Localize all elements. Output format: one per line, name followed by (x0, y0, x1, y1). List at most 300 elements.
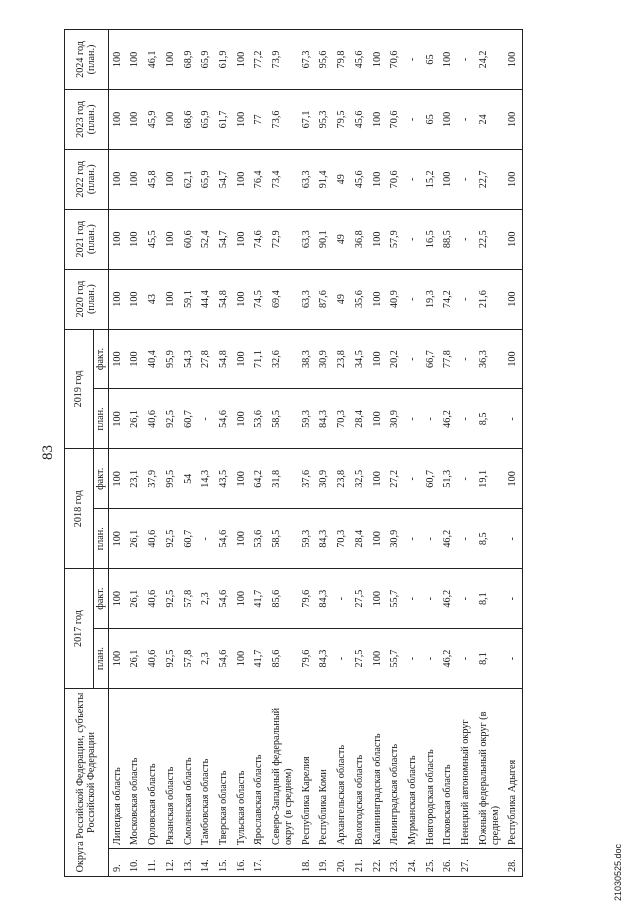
value-cell: 85,6 (268, 629, 297, 689)
value-cell: 61,7 (215, 89, 233, 149)
value-cell: - (404, 269, 422, 329)
value-cell: 20,2 (386, 329, 404, 389)
table-row (351, 30, 369, 877)
value-cell: 54,6 (215, 629, 233, 689)
value-cell: - (422, 569, 440, 629)
value-cell: - (404, 329, 422, 389)
value-cell: - (404, 209, 422, 269)
region-name: Смоленская область (180, 689, 198, 849)
region-name: Липецкая область (108, 689, 126, 849)
value-cell: 100 (439, 30, 457, 90)
value-cell: - (457, 30, 475, 90)
row-number: 16. (233, 849, 251, 877)
value-cell: 60,7 (422, 449, 440, 509)
value-cell: 41,7 (250, 569, 268, 629)
value-cell: 49 (333, 149, 351, 209)
value-cell: - (457, 509, 475, 569)
value-cell: 46,1 (144, 30, 162, 90)
value-cell: 65,9 (197, 30, 215, 90)
value-cell: 100 (504, 269, 522, 329)
value-cell: 65 (422, 89, 440, 149)
value-cell: 84,3 (315, 389, 333, 449)
value-cell: - (197, 389, 215, 449)
value-cell: 8,1 (475, 629, 504, 689)
year-header-2022: 2022 год (план.) (65, 149, 109, 209)
value-cell: 100 (233, 389, 251, 449)
value-cell: 100 (504, 149, 522, 209)
year-header-2017: 2017 год (65, 569, 94, 689)
value-cell: - (422, 509, 440, 569)
value-cell: 100 (369, 329, 387, 389)
table-row (180, 30, 198, 877)
value-cell: 37,6 (298, 449, 316, 509)
row-number: 25. (422, 849, 440, 877)
fact-header-2019: факт. (94, 329, 109, 389)
region-name: Республика Карелия (298, 689, 316, 849)
region-name: Ярославская область (250, 689, 268, 849)
value-cell: 73,4 (268, 149, 297, 209)
value-cell: 55,7 (386, 569, 404, 629)
value-cell: 79,5 (333, 89, 351, 149)
value-cell: - (457, 329, 475, 389)
page-number: 83 (40, 445, 56, 460)
table-row (457, 30, 475, 877)
value-cell: 26,1 (126, 569, 144, 629)
value-cell: 95,6 (315, 30, 333, 90)
value-cell: - (457, 389, 475, 449)
plan-header-2019: план. (94, 389, 109, 449)
value-cell: 92,5 (162, 389, 180, 449)
value-cell: - (457, 449, 475, 509)
value-cell: 36,3 (475, 329, 504, 389)
value-cell: - (404, 449, 422, 509)
table-row (144, 30, 162, 877)
value-cell: 54,6 (215, 509, 233, 569)
value-cell: 45,6 (351, 149, 369, 209)
value-cell: 30,9 (315, 449, 333, 509)
row-number: 24. (404, 849, 422, 877)
value-cell: - (422, 389, 440, 449)
value-cell: 45,5 (144, 209, 162, 269)
row-number: 22. (369, 849, 387, 877)
value-cell: 100 (108, 329, 126, 389)
row-number: 12. (162, 849, 180, 877)
value-cell: 92,5 (162, 629, 180, 689)
value-cell: 74,2 (439, 269, 457, 329)
table-row (233, 30, 251, 877)
data-table (64, 29, 523, 877)
value-cell: 77,8 (439, 329, 457, 389)
value-cell: 100 (162, 89, 180, 149)
value-cell: 65 (422, 30, 440, 90)
value-cell: 19,1 (475, 449, 504, 509)
value-cell: 100 (126, 209, 144, 269)
value-cell: 100 (108, 449, 126, 509)
value-cell: 63,3 (298, 209, 316, 269)
row-number (268, 849, 297, 877)
value-cell: - (422, 629, 440, 689)
value-cell: 40,9 (386, 269, 404, 329)
value-cell: 84,3 (315, 629, 333, 689)
value-cell: 2,3 (197, 629, 215, 689)
value-cell: 38,3 (298, 329, 316, 389)
value-cell: 100 (369, 569, 387, 629)
value-cell: 100 (369, 30, 387, 90)
value-cell: 99,5 (162, 449, 180, 509)
value-cell: 53,6 (250, 509, 268, 569)
value-cell: 79,6 (298, 629, 316, 689)
value-cell: 8,1 (475, 569, 504, 629)
value-cell: 100 (233, 30, 251, 90)
value-cell: 26,1 (126, 389, 144, 449)
value-cell: 41,7 (250, 629, 268, 689)
value-cell: 91,4 (315, 149, 333, 209)
value-cell: 65,9 (197, 89, 215, 149)
value-cell: 63,3 (298, 269, 316, 329)
value-cell: 57,9 (386, 209, 404, 269)
region-name: Рязанская область (162, 689, 180, 849)
value-cell: - (197, 509, 215, 569)
region-name: Тамбовская область (197, 689, 215, 849)
table-row (215, 30, 233, 877)
value-cell: 100 (233, 209, 251, 269)
value-cell: 66,7 (422, 329, 440, 389)
value-cell: 54,6 (215, 389, 233, 449)
value-cell: 100 (233, 629, 251, 689)
value-cell: 27,2 (386, 449, 404, 509)
value-cell: 100 (233, 449, 251, 509)
value-cell: - (404, 149, 422, 209)
value-cell: 28,4 (351, 509, 369, 569)
value-cell: - (404, 89, 422, 149)
value-cell: - (457, 149, 475, 209)
value-cell: 28,4 (351, 389, 369, 449)
value-cell: 34,5 (351, 329, 369, 389)
value-cell: 70,6 (386, 89, 404, 149)
document-reference: 21030525.doc (613, 843, 623, 901)
region-name: Архангельская область (333, 689, 351, 849)
value-cell: 100 (126, 149, 144, 209)
row-number: 21. (351, 849, 369, 877)
table-row (108, 30, 126, 877)
table-row (250, 30, 268, 877)
value-cell: 74,6 (250, 209, 268, 269)
value-cell: 95,9 (162, 329, 180, 389)
value-cell: 70,3 (333, 509, 351, 569)
value-cell: - (457, 269, 475, 329)
value-cell: 49 (333, 209, 351, 269)
value-cell: 40,4 (144, 329, 162, 389)
value-cell: 100 (108, 149, 126, 209)
value-cell: 76,4 (250, 149, 268, 209)
value-cell: 100 (108, 509, 126, 569)
value-cell: 100 (504, 449, 522, 509)
value-cell: 55,7 (386, 629, 404, 689)
value-cell: 100 (126, 269, 144, 329)
year-header-2019: 2019 год (65, 329, 94, 449)
value-cell: 100 (233, 89, 251, 149)
value-cell: 100 (126, 89, 144, 149)
region-name: Мурманская область (404, 689, 422, 849)
value-cell: 45,9 (144, 89, 162, 149)
value-cell: 100 (233, 149, 251, 209)
value-cell: - (457, 629, 475, 689)
value-cell: 84,3 (315, 509, 333, 569)
value-cell: 100 (369, 149, 387, 209)
value-cell: 24 (475, 89, 504, 149)
value-cell: 8,5 (475, 389, 504, 449)
value-cell: 60,6 (180, 209, 198, 269)
value-cell: 37,9 (144, 449, 162, 509)
region-name: Новгородская область (422, 689, 440, 849)
value-cell: 63,3 (298, 149, 316, 209)
value-cell: 100 (108, 629, 126, 689)
value-cell: 73,9 (268, 30, 297, 90)
value-cell: 100 (369, 449, 387, 509)
table-row (333, 30, 351, 877)
value-cell: 100 (126, 30, 144, 90)
value-cell: 32,6 (268, 329, 297, 389)
value-cell: 100 (369, 509, 387, 569)
value-cell: - (404, 30, 422, 90)
region-name: Республика Коми (315, 689, 333, 849)
value-cell: 15,2 (422, 149, 440, 209)
table-row (298, 30, 316, 877)
value-cell: 30,9 (386, 509, 404, 569)
fact-header-2017: факт. (94, 569, 109, 629)
table-header (65, 30, 109, 877)
region-name: Вологодская область (351, 689, 369, 849)
value-cell: 52,4 (197, 209, 215, 269)
value-cell: 54 (180, 449, 198, 509)
value-cell: - (457, 89, 475, 149)
value-cell: 92,5 (162, 509, 180, 569)
value-cell: 100 (108, 89, 126, 149)
value-cell: 67,3 (298, 30, 316, 90)
value-cell: 100 (369, 89, 387, 149)
value-cell: 54,7 (215, 149, 233, 209)
value-cell: 70,3 (333, 389, 351, 449)
value-cell: 73,6 (268, 89, 297, 149)
value-cell: - (333, 629, 351, 689)
value-cell: 61,9 (215, 30, 233, 90)
value-cell: 68,9 (180, 30, 198, 90)
value-cell: 100 (504, 209, 522, 269)
table-row (268, 30, 297, 877)
value-cell: 49 (333, 269, 351, 329)
table-row (369, 30, 387, 877)
value-cell: 19,3 (422, 269, 440, 329)
value-cell: - (333, 569, 351, 629)
value-cell: 40,6 (144, 569, 162, 629)
value-cell: 100 (504, 329, 522, 389)
value-cell: - (457, 569, 475, 629)
value-cell: 85,6 (268, 569, 297, 629)
value-cell: 100 (233, 329, 251, 389)
value-cell: 70,6 (386, 30, 404, 90)
value-cell: 36,8 (351, 209, 369, 269)
value-cell: 43 (144, 269, 162, 329)
value-cell: 100 (504, 89, 522, 149)
value-cell: 84,3 (315, 569, 333, 629)
value-cell: - (504, 569, 522, 629)
row-number: 15. (215, 849, 233, 877)
value-cell: 60,7 (180, 509, 198, 569)
region-name: Северо-Западный федеральный округ (в среднем) (268, 689, 297, 849)
value-cell: 59,3 (298, 509, 316, 569)
value-cell: 100 (162, 30, 180, 90)
row-number: 17. (250, 849, 268, 877)
value-cell: 100 (162, 269, 180, 329)
table-row (197, 30, 215, 877)
value-cell: - (504, 389, 522, 449)
value-cell: 100 (162, 209, 180, 269)
row-number: 20. (333, 849, 351, 877)
value-cell: 87,6 (315, 269, 333, 329)
value-cell: 32,5 (351, 449, 369, 509)
year-header-2023: 2023 год (план.) (65, 89, 109, 149)
value-cell: 54,3 (180, 329, 198, 389)
value-cell: 65,9 (197, 149, 215, 209)
region-name: Ленинградская область (386, 689, 404, 849)
value-cell: 64,2 (250, 449, 268, 509)
year-header-2020: 2020 год (план.) (65, 269, 109, 329)
value-cell: 72,9 (268, 209, 297, 269)
value-cell: 53,6 (250, 389, 268, 449)
region-name: Московская область (126, 689, 144, 849)
value-cell: 51,3 (439, 449, 457, 509)
value-cell: 46,2 (439, 509, 457, 569)
value-cell: 100 (369, 389, 387, 449)
region-name: Псковская область (439, 689, 457, 849)
value-cell: 58,5 (268, 389, 297, 449)
value-cell: 79,8 (333, 30, 351, 90)
table-row (422, 30, 440, 877)
value-cell: 22,5 (475, 209, 504, 269)
table-row (126, 30, 144, 877)
value-cell: 60,7 (180, 389, 198, 449)
row-number: 10. (126, 849, 144, 877)
value-cell: 26,1 (126, 629, 144, 689)
value-cell: 68,6 (180, 89, 198, 149)
table-body (108, 30, 522, 877)
value-cell: 54,8 (215, 329, 233, 389)
value-cell: 100 (439, 89, 457, 149)
row-number: 19. (315, 849, 333, 877)
value-cell: 100 (369, 269, 387, 329)
value-cell: 92,5 (162, 569, 180, 629)
region-name: Южный федеральный округ (в среднем) (475, 689, 504, 849)
value-cell: 100 (233, 509, 251, 569)
value-cell: 46,2 (439, 389, 457, 449)
value-cell: 40,6 (144, 629, 162, 689)
table-row (439, 30, 457, 877)
table-row (386, 30, 404, 877)
value-cell: 59,1 (180, 269, 198, 329)
year-header-2024: 2024 год (план.) (65, 30, 109, 90)
value-cell: 74,5 (250, 269, 268, 329)
row-number: 27. (457, 849, 475, 877)
value-cell: 70,6 (386, 149, 404, 209)
value-cell: 88,5 (439, 209, 457, 269)
value-cell: 45,6 (351, 30, 369, 90)
value-cell: - (404, 569, 422, 629)
value-cell: 46,2 (439, 569, 457, 629)
value-cell: 54,8 (215, 269, 233, 329)
value-cell: 100 (233, 569, 251, 629)
region-name: Республика Адыгея (504, 689, 522, 849)
value-cell: 26,1 (126, 509, 144, 569)
value-cell: - (404, 509, 422, 569)
value-cell: 100 (369, 629, 387, 689)
value-cell: 59,3 (298, 389, 316, 449)
value-cell: 100 (233, 269, 251, 329)
value-cell: 23,1 (126, 449, 144, 509)
value-cell: - (404, 389, 422, 449)
value-cell: 21,6 (475, 269, 504, 329)
value-cell: 100 (108, 389, 126, 449)
value-cell: 57,8 (180, 569, 198, 629)
row-number: 28. (504, 849, 522, 877)
value-cell: 27,5 (351, 629, 369, 689)
value-cell: 58,5 (268, 509, 297, 569)
value-cell: 79,6 (298, 569, 316, 629)
value-cell: 8,5 (475, 509, 504, 569)
value-cell: 54,7 (215, 209, 233, 269)
value-cell: 100 (108, 209, 126, 269)
plan-header-2018: план. (94, 509, 109, 569)
plan-header-2017: план. (94, 629, 109, 689)
value-cell: 69,4 (268, 269, 297, 329)
region-name: Ненецкий автономный округ (457, 689, 475, 849)
value-cell: 27,5 (351, 569, 369, 629)
value-cell: 44,4 (197, 269, 215, 329)
row-number: 13. (180, 849, 198, 877)
value-cell: 100 (108, 269, 126, 329)
value-cell: 46,2 (439, 629, 457, 689)
value-cell: 54,6 (215, 569, 233, 629)
value-cell: 43,5 (215, 449, 233, 509)
year-header-2018: 2018 год (65, 449, 94, 569)
value-cell: 30,9 (386, 389, 404, 449)
row-number: 23. (386, 849, 404, 877)
table-row (315, 30, 333, 877)
value-cell: 22,7 (475, 149, 504, 209)
value-cell: 100 (504, 30, 522, 90)
value-cell: 23,8 (333, 329, 351, 389)
value-cell: 77 (250, 89, 268, 149)
value-cell: 100 (126, 329, 144, 389)
value-cell: 30,9 (315, 329, 333, 389)
year-header-2021: 2021 год (план.) (65, 209, 109, 269)
value-cell: 40,6 (144, 389, 162, 449)
value-cell: 100 (439, 149, 457, 209)
value-cell: 24,2 (475, 30, 504, 90)
row-number: 9. (108, 849, 126, 877)
value-cell: 100 (108, 569, 126, 629)
fact-header-2018: факт. (94, 449, 109, 509)
value-cell: 16,5 (422, 209, 440, 269)
region-name: Тверская область (215, 689, 233, 849)
value-cell: - (457, 209, 475, 269)
value-cell: 45,6 (351, 89, 369, 149)
row-number: 14. (197, 849, 215, 877)
region-name: Калининградская область (369, 689, 387, 849)
table-row (504, 30, 522, 877)
value-cell: 45,8 (144, 149, 162, 209)
region-header: Округа Российской Федерации, субъекты Российской Федерации (65, 689, 109, 877)
row-number: 11. (144, 849, 162, 877)
